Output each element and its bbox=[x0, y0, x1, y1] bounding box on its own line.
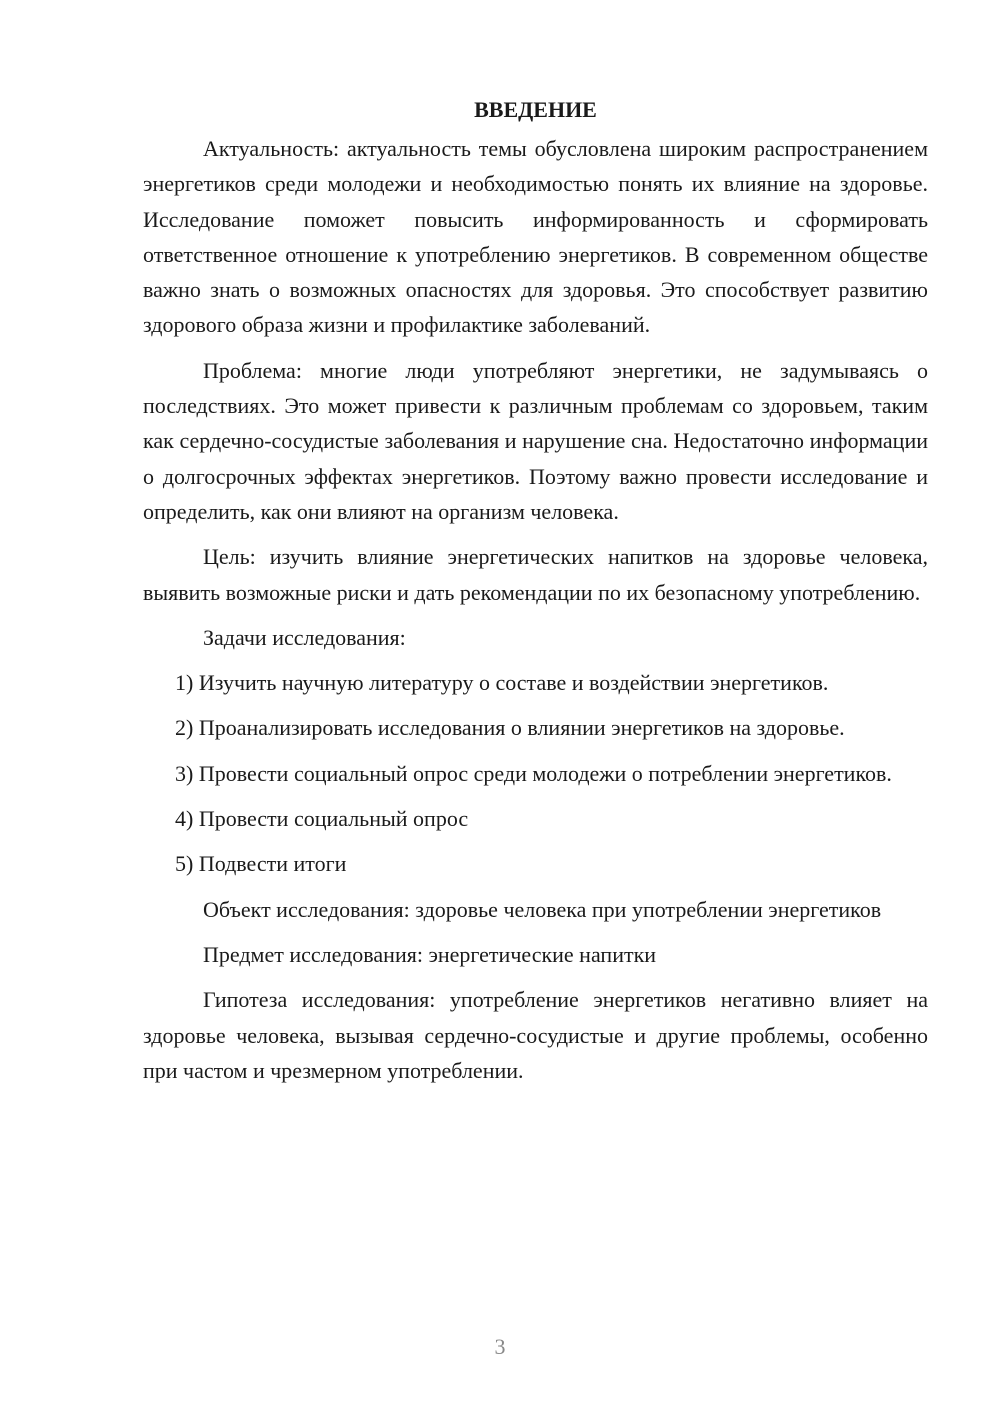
task-item-5: 5) Подвести итоги bbox=[175, 851, 347, 877]
object-paragraph: Объект исследования: здоровье человека при употреблении энергетиков bbox=[203, 896, 882, 922]
page-number: 3 bbox=[494, 1334, 506, 1359]
page-title: ВВЕДЕНИЕ bbox=[474, 97, 597, 122]
goal-paragraph: Цель: изучить влияние энергетических напитков на здоровье человека, выявить возможные риски и дать рекомендации по их безопасному употреблению. bbox=[143, 544, 928, 605]
document-page bbox=[143, 92, 928, 1088]
task-item-2: 2) Проанализировать исследования о влиянии энергетиков на здоровье. bbox=[175, 715, 845, 741]
task-item-4: 4) Провести социальный опрос bbox=[175, 806, 469, 832]
task-item-1: 1) Изучить научную литературу о составе и воздействии энергетиков. bbox=[175, 670, 829, 696]
problem-paragraph: Проблема: многие люди употребляют энергетики, не задумываясь о последствиях. Это может привести к различным проблемам со здоровьем, таким как сердечно-сосудистые заболевания и нарушение сна. Недостаточно информации о долгосрочных эффектах энергетиков. Поэтому важно провести исследование и определить, как они влияют на организм человека. bbox=[143, 357, 928, 524]
task-item-3: 3) Провести социальный опрос среди молодежи о потреблении энергетиков. bbox=[175, 760, 892, 786]
relevance-paragraph: Актуальность: актуальность темы обусловлена широким распространением энергетиков среди молодежи и необходимостью понять их влияние на здоровье. Исследование поможет повысить информированность и сформировать ответственное отношение к употреблению энергетиков. В современном обществе важно знать о возможных опасностях для здоровья. Это способствует развитию здорового образа жизни и профилактике заболеваний. bbox=[143, 136, 928, 338]
subject-paragraph: Предмет исследования: энергетические напитки bbox=[203, 941, 657, 967]
tasks-heading: Задачи исследования: bbox=[203, 624, 406, 650]
hypothesis-paragraph: Гипотеза исследования: употребление энергетиков негативно влияет на здоровье человека, вызывая сердечно-сосудистые и другие проблемы, особенно при частом и чрезмерном употреблении. bbox=[143, 987, 928, 1083]
